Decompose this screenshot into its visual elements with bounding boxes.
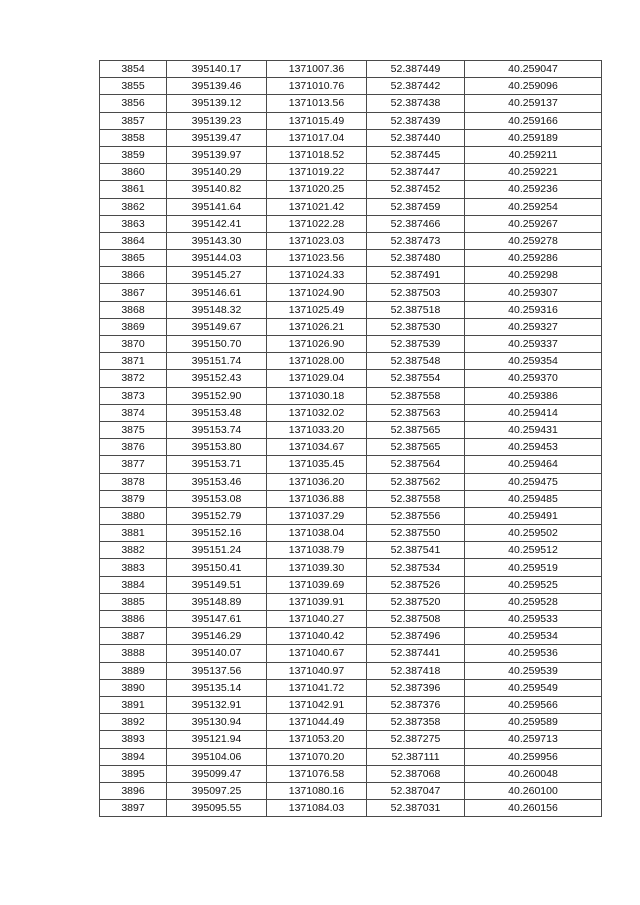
coordinate-table-body (100, 61, 602, 817)
table-cell-col1: 395152.79 (167, 507, 267, 524)
table-cell-col3: 52.387068 (367, 765, 465, 782)
table-cell-col2: 1371022.28 (267, 215, 367, 232)
table-cell-col4: 40.259534 (465, 628, 602, 645)
table-cell-col3: 52.387520 (367, 593, 465, 610)
table-cell-col3: 52.387554 (367, 370, 465, 387)
table-cell-col1: 395095.55 (167, 800, 267, 817)
table-cell-col4: 40.259307 (465, 284, 602, 301)
table-cell-col0: 3894 (100, 748, 167, 765)
table-row (100, 387, 602, 404)
table-cell-col0: 3874 (100, 404, 167, 421)
table-cell-col4: 40.259221 (465, 164, 602, 181)
table-cell-col3: 52.387441 (367, 645, 465, 662)
table-cell-col2: 1371026.90 (267, 336, 367, 353)
table-cell-col3: 52.387466 (367, 215, 465, 232)
table-cell-col3: 52.387449 (367, 61, 465, 78)
table-cell-col0: 3877 (100, 456, 167, 473)
table-cell-col2: 1371040.67 (267, 645, 367, 662)
table-cell-col2: 1371039.69 (267, 576, 367, 593)
table-cell-col4: 40.259370 (465, 370, 602, 387)
table-cell-col1: 395149.51 (167, 576, 267, 593)
table-cell-col0: 3887 (100, 628, 167, 645)
table-row (100, 473, 602, 490)
table-cell-col2: 1371042.91 (267, 696, 367, 713)
table-cell-col0: 3878 (100, 473, 167, 490)
table-cell-col4: 40.259414 (465, 404, 602, 421)
table-row (100, 301, 602, 318)
table-cell-col2: 1371037.29 (267, 507, 367, 524)
table-cell-col1: 395153.74 (167, 421, 267, 438)
table-cell-col4: 40.259278 (465, 232, 602, 249)
table-cell-col3: 52.387473 (367, 232, 465, 249)
table-cell-col2: 1371028.00 (267, 353, 367, 370)
table-row (100, 714, 602, 731)
table-cell-col0: 3893 (100, 731, 167, 748)
table-cell-col4: 40.259236 (465, 181, 602, 198)
table-cell-col3: 52.387047 (367, 782, 465, 799)
table-cell-col3: 52.387564 (367, 456, 465, 473)
table-cell-col1: 395140.82 (167, 181, 267, 198)
table-cell-col1: 395140.29 (167, 164, 267, 181)
table-cell-col2: 1371041.72 (267, 679, 367, 696)
table-cell-col0: 3858 (100, 129, 167, 146)
table-cell-col3: 52.387526 (367, 576, 465, 593)
table-cell-col3: 52.387565 (367, 421, 465, 438)
table-cell-col3: 52.387275 (367, 731, 465, 748)
table-cell-col1: 395148.89 (167, 593, 267, 610)
table-cell-col4: 40.259549 (465, 679, 602, 696)
table-cell-col1: 395153.48 (167, 404, 267, 421)
table-cell-col2: 1371039.91 (267, 593, 367, 610)
table-row (100, 662, 602, 679)
table-cell-col4: 40.259713 (465, 731, 602, 748)
table-cell-col0: 3869 (100, 318, 167, 335)
table-row (100, 765, 602, 782)
table-row (100, 696, 602, 713)
table-cell-col1: 395153.80 (167, 439, 267, 456)
table-cell-col0: 3890 (100, 679, 167, 696)
table-cell-col0: 3885 (100, 593, 167, 610)
table-row (100, 318, 602, 335)
table-cell-col1: 395150.70 (167, 336, 267, 353)
table-cell-col2: 1371029.04 (267, 370, 367, 387)
table-cell-col1: 395146.61 (167, 284, 267, 301)
table-cell-col3: 52.387563 (367, 404, 465, 421)
table-cell-col4: 40.259096 (465, 78, 602, 95)
table-cell-col2: 1371033.20 (267, 421, 367, 438)
table-row (100, 439, 602, 456)
table-cell-col1: 395145.27 (167, 267, 267, 284)
table-cell-col2: 1371019.22 (267, 164, 367, 181)
table-cell-col4: 40.259485 (465, 490, 602, 507)
table-cell-col0: 3881 (100, 525, 167, 542)
table-cell-col1: 395153.71 (167, 456, 267, 473)
table-row (100, 232, 602, 249)
table-cell-col3: 52.387447 (367, 164, 465, 181)
table-row (100, 559, 602, 576)
table-row (100, 593, 602, 610)
table-cell-col0: 3856 (100, 95, 167, 112)
table-cell-col4: 40.259211 (465, 146, 602, 163)
table-cell-col1: 395121.94 (167, 731, 267, 748)
table-cell-col1: 395099.47 (167, 765, 267, 782)
table-cell-col3: 52.387358 (367, 714, 465, 731)
table-cell-col0: 3860 (100, 164, 167, 181)
table-cell-col4: 40.259533 (465, 611, 602, 628)
table-cell-col1: 395104.06 (167, 748, 267, 765)
table-cell-col3: 52.387031 (367, 800, 465, 817)
table-cell-col2: 1371070.20 (267, 748, 367, 765)
table-cell-col3: 52.387396 (367, 679, 465, 696)
table-cell-col4: 40.260156 (465, 800, 602, 817)
table-cell-col3: 52.387439 (367, 112, 465, 129)
table-cell-col2: 1371053.20 (267, 731, 367, 748)
table-cell-col3: 52.387530 (367, 318, 465, 335)
table-cell-col2: 1371040.42 (267, 628, 367, 645)
table-cell-col0: 3870 (100, 336, 167, 353)
table-row (100, 250, 602, 267)
table-cell-col3: 52.387480 (367, 250, 465, 267)
table-cell-col1: 395140.07 (167, 645, 267, 662)
table-cell-col0: 3861 (100, 181, 167, 198)
table-cell-col2: 1371025.49 (267, 301, 367, 318)
table-cell-col0: 3865 (100, 250, 167, 267)
table-cell-col3: 52.387562 (367, 473, 465, 490)
table-cell-col4: 40.259519 (465, 559, 602, 576)
table-row (100, 782, 602, 799)
table-cell-col1: 395140.17 (167, 61, 267, 78)
table-row (100, 198, 602, 215)
table-cell-col1: 395097.25 (167, 782, 267, 799)
table-row (100, 800, 602, 817)
table-cell-col2: 1371023.03 (267, 232, 367, 249)
table-cell-col2: 1371080.16 (267, 782, 367, 799)
table-row (100, 456, 602, 473)
table-cell-col2: 1371036.20 (267, 473, 367, 490)
table-row (100, 284, 602, 301)
table-row (100, 267, 602, 284)
table-cell-col0: 3897 (100, 800, 167, 817)
table-cell-col2: 1371044.49 (267, 714, 367, 731)
coordinate-table (99, 60, 602, 817)
table-cell-col0: 3873 (100, 387, 167, 404)
table-cell-col2: 1371013.56 (267, 95, 367, 112)
table-cell-col4: 40.259316 (465, 301, 602, 318)
table-cell-col1: 395152.90 (167, 387, 267, 404)
table-cell-col4: 40.259298 (465, 267, 602, 284)
table-cell-col1: 395153.46 (167, 473, 267, 490)
table-cell-col3: 52.387558 (367, 387, 465, 404)
table-row (100, 628, 602, 645)
table-cell-col2: 1371024.33 (267, 267, 367, 284)
table-cell-col3: 52.387496 (367, 628, 465, 645)
table-cell-col2: 1371038.04 (267, 525, 367, 542)
table-row (100, 542, 602, 559)
table-cell-col1: 395153.08 (167, 490, 267, 507)
table-cell-col0: 3857 (100, 112, 167, 129)
table-row (100, 336, 602, 353)
table-cell-col2: 1371021.42 (267, 198, 367, 215)
table-row (100, 129, 602, 146)
table-cell-col3: 52.387418 (367, 662, 465, 679)
table-cell-col2: 1371015.49 (267, 112, 367, 129)
table-cell-col4: 40.259491 (465, 507, 602, 524)
table-cell-col0: 3896 (100, 782, 167, 799)
table-row (100, 61, 602, 78)
table-cell-col4: 40.259431 (465, 421, 602, 438)
table-cell-col2: 1371039.30 (267, 559, 367, 576)
table-row (100, 146, 602, 163)
table-cell-col3: 52.387438 (367, 95, 465, 112)
table-row (100, 78, 602, 95)
table-cell-col4: 40.259354 (465, 353, 602, 370)
table-cell-col1: 395148.32 (167, 301, 267, 318)
table-cell-col4: 40.259189 (465, 129, 602, 146)
table-cell-col0: 3895 (100, 765, 167, 782)
table-cell-col2: 1371007.36 (267, 61, 367, 78)
table-cell-col0: 3884 (100, 576, 167, 593)
table-cell-col3: 52.387539 (367, 336, 465, 353)
table-cell-col4: 40.259254 (465, 198, 602, 215)
table-cell-col2: 1371030.18 (267, 387, 367, 404)
table-cell-col2: 1371026.21 (267, 318, 367, 335)
table-row (100, 748, 602, 765)
table-row (100, 164, 602, 181)
table-cell-col2: 1371032.02 (267, 404, 367, 421)
table-cell-col0: 3855 (100, 78, 167, 95)
table-row (100, 679, 602, 696)
table-row (100, 731, 602, 748)
table-cell-col2: 1371018.52 (267, 146, 367, 163)
table-cell-col2: 1371084.03 (267, 800, 367, 817)
table-cell-col0: 3889 (100, 662, 167, 679)
table-cell-col2: 1371040.27 (267, 611, 367, 628)
table-cell-col4: 40.259327 (465, 318, 602, 335)
table-row (100, 421, 602, 438)
table-cell-col1: 395149.67 (167, 318, 267, 335)
table-cell-col0: 3880 (100, 507, 167, 524)
table-cell-col3: 52.387508 (367, 611, 465, 628)
table-cell-col2: 1371024.90 (267, 284, 367, 301)
table-cell-col0: 3854 (100, 61, 167, 78)
table-cell-col1: 395143.30 (167, 232, 267, 249)
table-cell-col3: 52.387541 (367, 542, 465, 559)
table-cell-col4: 40.259464 (465, 456, 602, 473)
table-cell-col3: 52.387548 (367, 353, 465, 370)
table-cell-col4: 40.259137 (465, 95, 602, 112)
table-cell-col0: 3882 (100, 542, 167, 559)
table-cell-col3: 52.387111 (367, 748, 465, 765)
table-cell-col1: 395135.14 (167, 679, 267, 696)
table-cell-col3: 52.387459 (367, 198, 465, 215)
table-cell-col0: 3886 (100, 611, 167, 628)
table-cell-col4: 40.259536 (465, 645, 602, 662)
table-cell-col1: 395139.12 (167, 95, 267, 112)
table-cell-col3: 52.387445 (367, 146, 465, 163)
table-cell-col0: 3875 (100, 421, 167, 438)
table-cell-col0: 3863 (100, 215, 167, 232)
table-cell-col1: 395141.64 (167, 198, 267, 215)
table-cell-col4: 40.259453 (465, 439, 602, 456)
table-cell-col0: 3876 (100, 439, 167, 456)
table-cell-col0: 3879 (100, 490, 167, 507)
table-cell-col4: 40.259525 (465, 576, 602, 593)
table-row (100, 576, 602, 593)
table-row (100, 215, 602, 232)
table-row (100, 490, 602, 507)
table-cell-col2: 1371036.88 (267, 490, 367, 507)
table-cell-col2: 1371017.04 (267, 129, 367, 146)
table-cell-col0: 3888 (100, 645, 167, 662)
table-cell-col4: 40.259528 (465, 593, 602, 610)
table-cell-col1: 395139.47 (167, 129, 267, 146)
table-row (100, 404, 602, 421)
table-cell-col0: 3883 (100, 559, 167, 576)
table-cell-col0: 3866 (100, 267, 167, 284)
table-cell-col1: 395139.23 (167, 112, 267, 129)
table-cell-col1: 395152.43 (167, 370, 267, 387)
table-row (100, 525, 602, 542)
table-cell-col1: 395130.94 (167, 714, 267, 731)
table-cell-col4: 40.259337 (465, 336, 602, 353)
table-cell-col2: 1371020.25 (267, 181, 367, 198)
table-cell-col1: 395142.41 (167, 215, 267, 232)
table-row (100, 611, 602, 628)
table-cell-col3: 52.387556 (367, 507, 465, 524)
table-row (100, 353, 602, 370)
table-cell-col3: 52.387565 (367, 439, 465, 456)
table-cell-col0: 3891 (100, 696, 167, 713)
table-cell-col4: 40.259539 (465, 662, 602, 679)
table-cell-col3: 52.387558 (367, 490, 465, 507)
table-cell-col0: 3864 (100, 232, 167, 249)
table-cell-col1: 395147.61 (167, 611, 267, 628)
table-cell-col1: 395150.41 (167, 559, 267, 576)
table-cell-col4: 40.259589 (465, 714, 602, 731)
table-row (100, 181, 602, 198)
table-cell-col0: 3872 (100, 370, 167, 387)
table-cell-col3: 52.387442 (367, 78, 465, 95)
table-cell-col4: 40.259386 (465, 387, 602, 404)
table-cell-col2: 1371023.56 (267, 250, 367, 267)
table-cell-col3: 52.387518 (367, 301, 465, 318)
table-cell-col4: 40.259502 (465, 525, 602, 542)
table-cell-col0: 3867 (100, 284, 167, 301)
table-cell-col4: 40.259047 (465, 61, 602, 78)
table-cell-col3: 52.387376 (367, 696, 465, 713)
table-cell-col3: 52.387440 (367, 129, 465, 146)
table-cell-col1: 395146.29 (167, 628, 267, 645)
table-cell-col1: 395132.91 (167, 696, 267, 713)
table-cell-col4: 40.260048 (465, 765, 602, 782)
table-cell-col2: 1371076.58 (267, 765, 367, 782)
table-cell-col3: 52.387503 (367, 284, 465, 301)
table-cell-col4: 40.260100 (465, 782, 602, 799)
table-cell-col2: 1371034.67 (267, 439, 367, 456)
table-row (100, 370, 602, 387)
table-cell-col1: 395139.46 (167, 78, 267, 95)
table-cell-col4: 40.259475 (465, 473, 602, 490)
table-cell-col1: 395139.97 (167, 146, 267, 163)
table-cell-col4: 40.259286 (465, 250, 602, 267)
table-cell-col4: 40.259166 (465, 112, 602, 129)
table-cell-col3: 52.387491 (367, 267, 465, 284)
table-row (100, 645, 602, 662)
table-row (100, 95, 602, 112)
table-cell-col2: 1371040.97 (267, 662, 367, 679)
table-cell-col1: 395137.56 (167, 662, 267, 679)
table-row (100, 507, 602, 524)
table-cell-col2: 1371035.45 (267, 456, 367, 473)
table-cell-col3: 52.387534 (367, 559, 465, 576)
table-cell-col1: 395151.24 (167, 542, 267, 559)
table-cell-col1: 395152.16 (167, 525, 267, 542)
table-cell-col0: 3871 (100, 353, 167, 370)
table-cell-col1: 395144.03 (167, 250, 267, 267)
table-cell-col4: 40.259566 (465, 696, 602, 713)
table-cell-col4: 40.259956 (465, 748, 602, 765)
table-cell-col0: 3859 (100, 146, 167, 163)
table-cell-col2: 1371038.79 (267, 542, 367, 559)
table-cell-col2: 1371010.76 (267, 78, 367, 95)
table-cell-col4: 40.259267 (465, 215, 602, 232)
table-row (100, 112, 602, 129)
table-cell-col0: 3892 (100, 714, 167, 731)
table-cell-col3: 52.387550 (367, 525, 465, 542)
table-cell-col4: 40.259512 (465, 542, 602, 559)
table-cell-col1: 395151.74 (167, 353, 267, 370)
table-cell-col0: 3868 (100, 301, 167, 318)
table-cell-col0: 3862 (100, 198, 167, 215)
table-cell-col3: 52.387452 (367, 181, 465, 198)
